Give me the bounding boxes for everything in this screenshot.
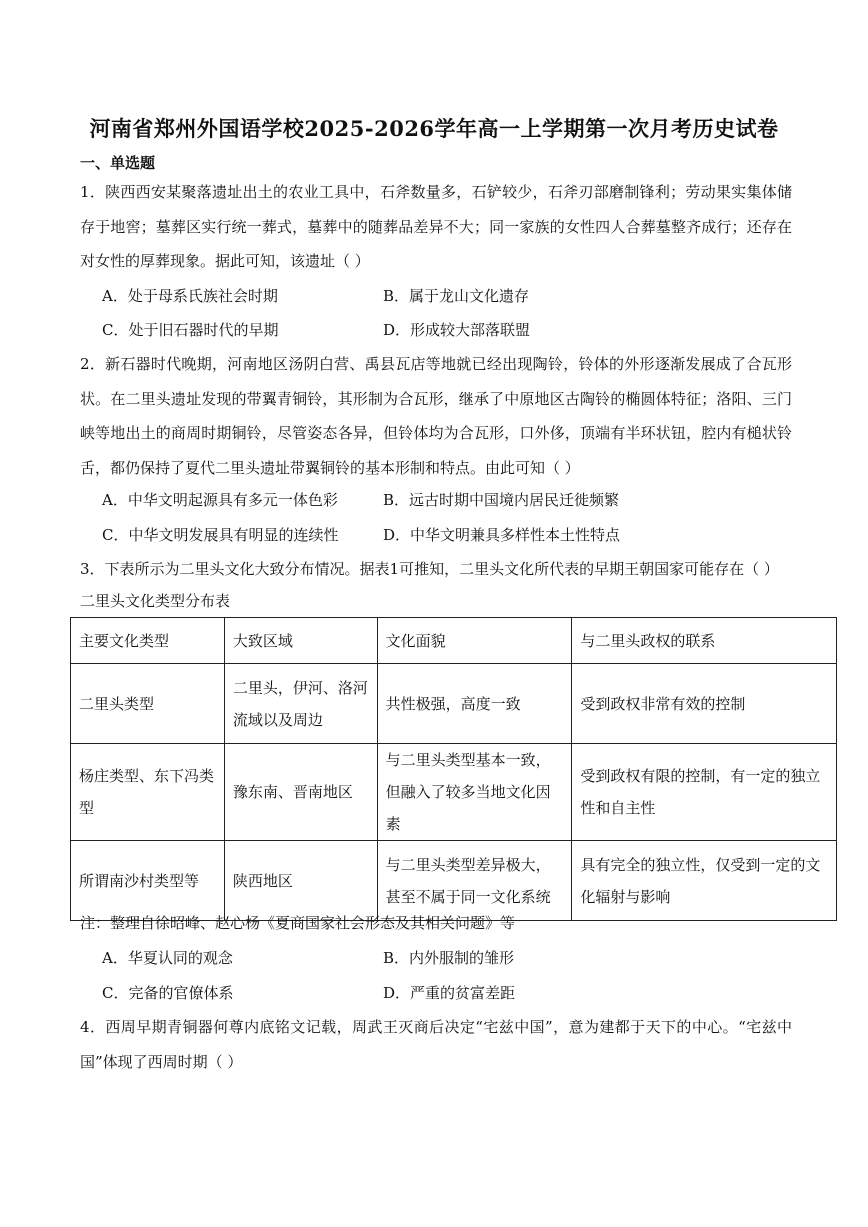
question-4-stem: 4．西周早期青铜器何尊内底铭文记载，周武王灭商后决定“宅兹中国”，意为建都于天下的中心。“宅兹中国”体现了西周时期（ ） — [80, 1018, 792, 1071]
question-3-option-d[interactable]: D．严重的贫富差距 — [383, 984, 516, 1002]
question-2-option-a[interactable]: A．中华文明起源具有多元一体色彩 — [102, 491, 338, 509]
question-3-option-c[interactable]: C．完备的官僚体系 — [102, 984, 234, 1002]
question-1-stem: 1．陕西西安某聚落遗址出土的农业工具中，石斧数量多，石铲较少，石斧刃部磨制锋利；劳动果实集体储存于地窖；墓葬区实行统一葬式，墓葬中的随葬品差异不大；同一家族的女性四人合葬墓整齐成行；还存在对女性的厚葬现象。据此可知，该遗址（ ） — [80, 183, 792, 270]
question-1-option-a[interactable]: A．处于母系氏族社会时期 — [102, 287, 278, 305]
question-2-stem: 2．新石器时代晚期，河南地区汤阴白营、禹县瓦店等地就已经出现陶铃，铃体的外形逐渐发展成了合瓦形状。在二里头遗址发现的带翼青铜铃，其形制为合瓦形，继承了中原地区古陶铃的椭圆体特征；洛阳、三门峡等地出土的商周时期铜铃，尽管姿态各异，但铃体均为合瓦形，口外侈，顶端有半环状钮，腔内有槌状铃舌，都仍保持了夏代二里头遗址带翼铜铃的基本形制和特点。由此可知（ ） — [80, 355, 792, 477]
table-cell: 与二里头类型差异极大，甚至不属于同一文化系统 — [377, 841, 572, 921]
table-header-cell: 大致区域 — [224, 618, 377, 664]
table-caption: 二里头文化类型分布表 — [80, 592, 231, 610]
table-header-cell: 与二里头政权的联系 — [572, 618, 837, 664]
table-cell: 二里头类型 — [71, 664, 225, 744]
table-cell: 陕西地区 — [224, 841, 377, 921]
table-row — [71, 744, 837, 841]
table-cell: 受到政权有限的控制，有一定的独立性和自主性 — [572, 744, 837, 841]
table-cell: 受到政权非常有效的控制 — [572, 664, 837, 744]
table-row — [71, 664, 837, 744]
exam-title: 河南省郑州外国语学校2025-2026学年高一上学期第一次月考历史试卷 — [89, 116, 779, 141]
question-2-option-b[interactable]: B．远古时期中国境内居民迁徙频繁 — [383, 491, 620, 509]
table-cell: 豫东南、晋南地区 — [224, 744, 377, 841]
table-cell: 杨庄类型、东下冯类型 — [71, 744, 225, 841]
question-1-option-b[interactable]: B．属于龙山文化遗存 — [383, 287, 530, 305]
section-heading: 一、单选题 — [80, 154, 156, 172]
question-1-option-d[interactable]: D．形成较大部落联盟 — [383, 321, 531, 339]
question-3-option-b[interactable]: B．内外服制的雏形 — [383, 949, 515, 967]
table-note: 注：整理自徐昭峰、赵心杨《夏商国家社会形态及其相关问题》等 — [80, 914, 516, 932]
table-cell: 所谓南沙村类型等 — [71, 841, 225, 921]
question-2-option-c[interactable]: C．中华文明发展具有明显的连续性 — [102, 526, 339, 544]
table-cell: 二里头，伊河、洛河流域以及周边 — [224, 664, 377, 744]
table-cell: 共性极强，高度一致 — [377, 664, 572, 744]
question-3-stem: 3．下表所示为二里头文化大致分布情况。据表1可推知，二里头文化所代表的早期王朝国家可能存在（ ） — [80, 560, 779, 578]
table-row — [71, 841, 837, 921]
table-header-row — [71, 618, 837, 664]
table-cell: 与二里头类型基本一致，但融入了较多当地文化因素 — [377, 744, 572, 841]
question-2-option-d[interactable]: D．中华文明兼具多样性本土性特点 — [383, 526, 621, 544]
table-cell: 具有完全的独立性，仅受到一定的文化辐射与影响 — [572, 841, 837, 921]
table-header-cell: 文化面貌 — [377, 618, 572, 664]
question-3-option-a[interactable]: A．华夏认同的观念 — [102, 949, 233, 967]
table-header-cell: 主要文化类型 — [71, 618, 225, 664]
culture-distribution-table — [70, 617, 837, 921]
question-1-option-c[interactable]: C．处于旧石器时代的早期 — [102, 321, 279, 339]
